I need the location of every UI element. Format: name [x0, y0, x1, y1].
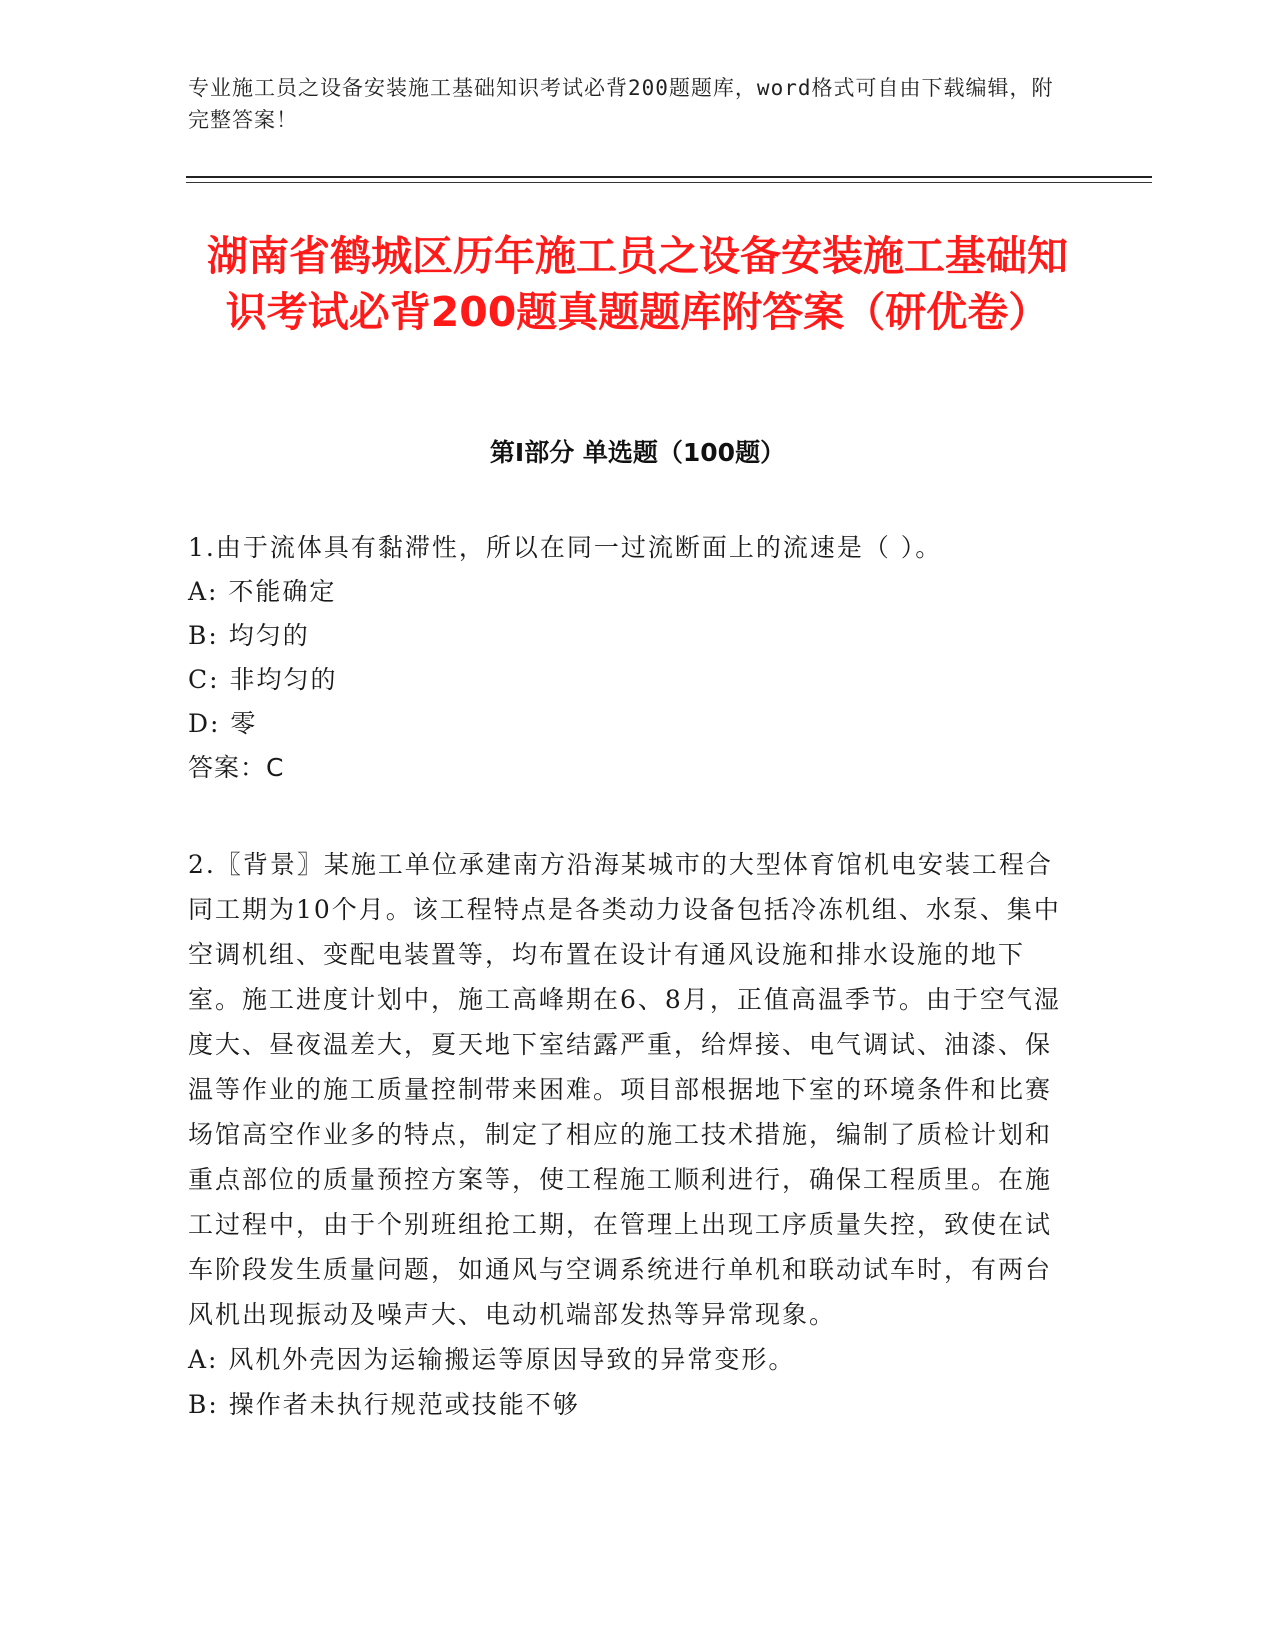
header-note: 专业施工员之设备安装施工基础知识考试必背200题题库，word格式可自由下载编辑，附完整答案！: [188, 76, 1054, 132]
answer-line: 答案：C: [188, 753, 285, 782]
option-c: C: 非均匀的: [188, 665, 338, 694]
question-1: [188, 526, 1068, 790]
option-a: A: 不能确定: [188, 577, 337, 606]
question-stem: 2.〖背景〗某施工单位承建南方沿海某城市的大型体育馆机电安装工程合同工期为10个月。该工程特点是各类动力设备包括冷冻机组、水泵、集中空调机组、变配电装置等，均布置在设计有通风设施和排水设施的地下室。施工进度计划中，施工高峰期在6、8月，正值高温季节。由于空气湿度大、昼夜温差大，夏天地下室结露严重，给焊接、电气调试、油漆、保温等作业的施工质量控制带来困难。项目部根据地下室的环境条件和比赛场馆高空作业多的特点，制定了相应的施工技术措施，编制了质检计划和重点部位的质量预控方案等，使工程施工顺利进行，确保工程质里。在施工过程中，由于个别班组抢工期，在管理上出现工序质量失控，致使在试车阶段发生质量问题，如通风与空调系统进行单机和联动试车时，有两台风机出现振动及噪声大、电动机端部发热等异常现象。: [188, 850, 1061, 1329]
question-2: [188, 842, 1068, 1427]
document-title: 湖南省鹤城区历年施工员之设备安装施工基础知识考试必背200题真题题库附答案（研优卷）: [207, 232, 1068, 336]
header-divider-thin: [186, 182, 1152, 183]
header-divider-thick: [186, 176, 1152, 178]
section-title: 第I部分 单选题（100题）: [489, 438, 786, 467]
option-d: D: 零: [188, 709, 258, 738]
option-b: B: 操作者未执行规范或技能不够: [188, 1390, 580, 1419]
option-a: A: 风机外壳因为运输搬运等原因导致的异常变形。: [188, 1345, 796, 1374]
option-b: B: 均匀的: [188, 621, 310, 650]
question-stem: 1.由于流体具有黏滞性，所以在同一过流断面上的流速是（ ）。: [188, 533, 943, 562]
